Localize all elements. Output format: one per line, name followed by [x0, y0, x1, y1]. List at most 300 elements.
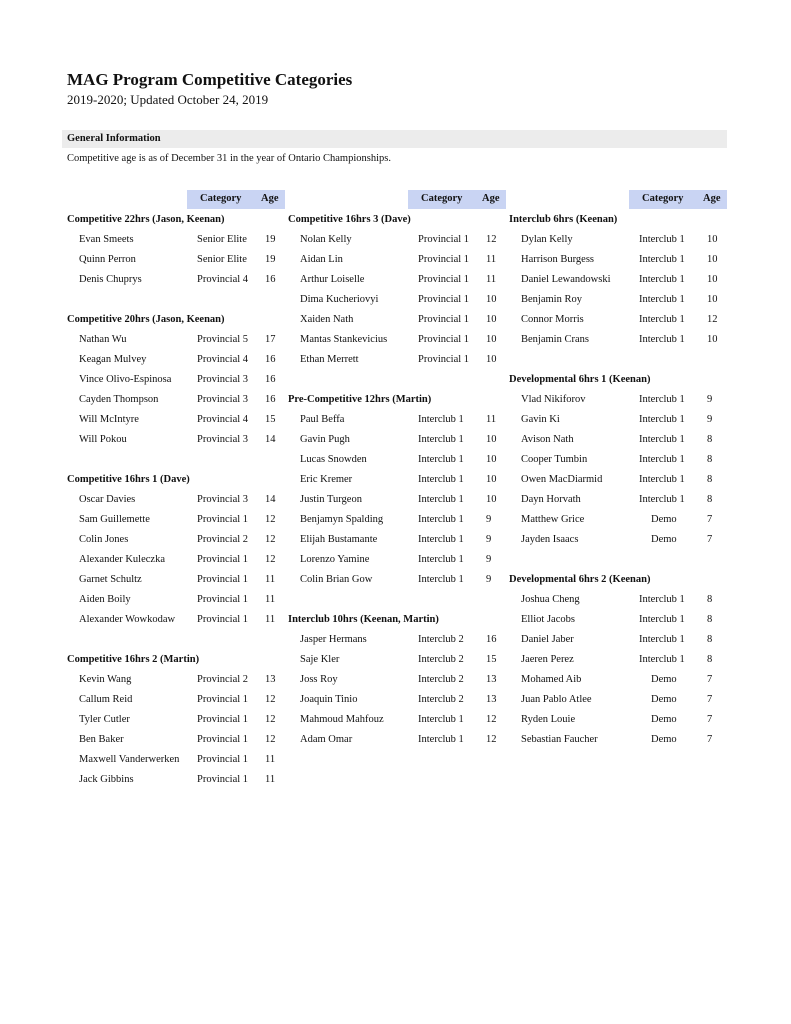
athlete-age: 9 [486, 534, 492, 545]
athlete-category: Interclub 1 [418, 554, 464, 565]
athlete-age: 10 [707, 334, 718, 345]
athlete-name: Dayn Horvath [521, 494, 581, 505]
athlete-category: Provincial 1 [418, 254, 470, 265]
athlete-age: 10 [486, 494, 497, 505]
athlete-category: Provincial 1 [197, 694, 249, 705]
athlete-category: Senior Elite [197, 234, 247, 245]
athlete-row [67, 692, 291, 712]
athlete-category: Interclub 2 [418, 694, 464, 705]
athlete-age: 10 [486, 354, 497, 365]
athlete-category: Interclub 1 [418, 454, 464, 465]
athlete-row [67, 412, 291, 432]
athlete-name: Xaiden Nath [300, 314, 354, 325]
athlete-age: 12 [486, 734, 497, 745]
training-group [67, 212, 291, 292]
athlete-row [288, 652, 512, 672]
athlete-name: Joaquin Tinio [300, 694, 358, 705]
athlete-name: Cooper Tumbin [521, 454, 588, 465]
athlete-name: Sebastian Faucher [521, 734, 598, 745]
group-title: Competitive 16hrs 3 (Dave) [288, 214, 411, 225]
athlete-category: Demo [651, 514, 677, 525]
athlete-category: Interclub 1 [418, 474, 464, 485]
athlete-category: Provincial 1 [197, 714, 249, 725]
athlete-row [509, 732, 733, 752]
athlete-category: Provincial 3 [197, 494, 249, 505]
category-header: Category [421, 193, 463, 204]
athlete-row [288, 252, 512, 272]
athlete-age: 10 [486, 294, 497, 305]
athlete-row [509, 632, 733, 652]
athlete-row [509, 672, 733, 692]
training-group [288, 212, 512, 372]
athlete-age: 10 [486, 454, 497, 465]
athlete-age: 12 [265, 534, 276, 545]
athlete-name: Aidan Lin [300, 254, 343, 265]
athlete-age: 16 [265, 374, 276, 385]
athlete-name: Quinn Perron [79, 254, 136, 265]
group-title: Pre-Competitive 12hrs (Martin) [288, 394, 432, 405]
athlete-category: Interclub 2 [418, 674, 464, 685]
athlete-row [288, 712, 512, 732]
athlete-age: 11 [265, 574, 276, 585]
athlete-category: Demo [651, 534, 677, 545]
athlete-name: Nathan Wu [79, 334, 127, 345]
athlete-name: Kevin Wang [79, 674, 132, 685]
athlete-name: Vlad Nikiforov [521, 394, 586, 405]
athlete-row [509, 472, 733, 492]
athlete-name: Colin Brian Gow [300, 574, 373, 585]
athlete-age: 11 [265, 774, 276, 785]
athlete-age: 10 [707, 234, 718, 245]
athlete-row [509, 512, 733, 532]
athlete-row [509, 332, 733, 352]
athlete-age: 17 [265, 334, 276, 345]
athlete-row [288, 432, 512, 452]
athlete-row [509, 452, 733, 472]
athlete-name: Callum Reid [79, 694, 133, 705]
athlete-category: Interclub 1 [418, 494, 464, 505]
athlete-row [509, 532, 733, 552]
athlete-name: Evan Smeets [79, 234, 134, 245]
athlete-row [67, 572, 291, 592]
athlete-row [67, 752, 291, 772]
athlete-age: 9 [707, 394, 713, 405]
athlete-age: 9 [486, 554, 492, 565]
athlete-row [67, 272, 291, 292]
athlete-row [67, 232, 291, 252]
athlete-age: 19 [265, 254, 276, 265]
athlete-category: Interclub 1 [639, 634, 685, 645]
athlete-age: 8 [707, 594, 713, 605]
athlete-name: Justin Turgeon [300, 494, 362, 505]
athlete-row [67, 432, 291, 452]
athlete-name: Ethan Merrett [300, 354, 359, 365]
athlete-row [67, 772, 291, 792]
athlete-category: Interclub 1 [418, 414, 464, 425]
athlete-row [288, 312, 512, 332]
athlete-name: Benjamin Crans [521, 334, 589, 345]
athlete-category: Provincial 1 [197, 614, 249, 625]
athlete-row [67, 252, 291, 272]
athlete-name: Matthew Grice [521, 514, 585, 525]
athlete-name: Owen MacDiarmid [521, 474, 603, 485]
athlete-row [67, 352, 291, 372]
athlete-age: 10 [486, 334, 497, 345]
athlete-age: 8 [707, 474, 713, 485]
athlete-name: Gavin Ki [521, 414, 560, 425]
athlete-age: 12 [265, 734, 276, 745]
athlete-row [509, 272, 733, 292]
athlete-name: Harrison Burgess [521, 254, 595, 265]
athlete-age: 7 [707, 734, 713, 745]
athlete-age: 10 [486, 314, 497, 325]
training-group [67, 312, 291, 452]
general-info-text: Competitive age is as of December 31 in the year of Ontario Championships. [67, 153, 391, 164]
athlete-age: 11 [486, 414, 497, 425]
athlete-name: Garnet Schultz [79, 574, 142, 585]
athlete-name: Daniel Jaber [521, 634, 574, 645]
athlete-category: Interclub 1 [639, 474, 685, 485]
athlete-category: Provincial 4 [197, 354, 249, 365]
athlete-age: 10 [707, 294, 718, 305]
training-group [67, 652, 291, 792]
group-title: Developmental 6hrs 2 (Keenan) [509, 574, 651, 585]
athlete-row [67, 532, 291, 552]
athlete-row [67, 672, 291, 692]
athlete-row [67, 712, 291, 732]
athlete-category: Interclub 1 [418, 714, 464, 725]
athlete-category: Demo [651, 694, 677, 705]
athlete-age: 11 [486, 254, 497, 265]
athlete-category: Provincial 3 [197, 374, 249, 385]
athlete-age: 8 [707, 434, 713, 445]
training-group [67, 472, 291, 632]
athlete-category: Provincial 5 [197, 334, 249, 345]
category-header: Category [642, 193, 684, 204]
category-header: Category [200, 193, 242, 204]
athlete-name: Nolan Kelly [300, 234, 352, 245]
group-title: Competitive 16hrs 2 (Martin) [67, 654, 200, 665]
athlete-row [67, 552, 291, 572]
athlete-row [509, 252, 733, 272]
athlete-name: Gavin Pugh [300, 434, 350, 445]
athlete-category: Interclub 1 [639, 314, 685, 325]
athlete-category: Provincial 4 [197, 274, 249, 285]
athlete-name: Ben Baker [79, 734, 124, 745]
athlete-row [67, 492, 291, 512]
athlete-name: Maxwell Vanderwerken [79, 754, 180, 765]
athlete-category: Provincial 1 [418, 314, 470, 325]
age-header: Age [703, 193, 721, 204]
athlete-age: 10 [707, 254, 718, 265]
general-info-heading: General Information [62, 130, 727, 148]
athlete-age: 16 [265, 274, 276, 285]
athlete-age: 19 [265, 234, 276, 245]
athlete-age: 8 [707, 454, 713, 465]
athlete-category: Provincial 1 [418, 354, 470, 365]
athlete-age: 7 [707, 714, 713, 725]
athlete-name: Elliot Jacobs [521, 614, 575, 625]
athlete-name: Arthur Loiselle [300, 274, 365, 285]
athlete-age: 16 [486, 634, 497, 645]
athlete-row [288, 692, 512, 712]
athlete-row [288, 672, 512, 692]
athlete-row [509, 652, 733, 672]
athlete-category: Interclub 2 [418, 654, 464, 665]
athlete-age: 10 [486, 434, 497, 445]
athlete-category: Interclub 1 [639, 294, 685, 305]
roster-column-1 [67, 190, 291, 812]
athlete-row [509, 692, 733, 712]
athlete-row [509, 712, 733, 732]
athlete-category: Provincial 3 [197, 394, 249, 405]
athlete-row [67, 372, 291, 392]
athlete-name: Cayden Thompson [79, 394, 159, 405]
athlete-category: Provincial 1 [197, 594, 249, 605]
athlete-name: Ryden Louie [521, 714, 576, 725]
athlete-age: 12 [265, 514, 276, 525]
athlete-age: 14 [265, 434, 276, 445]
athlete-row [288, 512, 512, 532]
training-group [288, 612, 512, 752]
athlete-name: Daniel Lewandowski [521, 274, 611, 285]
athlete-row [288, 232, 512, 252]
group-title: Competitive 20hrs (Jason, Keenan) [67, 314, 225, 325]
athlete-age: 10 [486, 474, 497, 485]
training-group [509, 212, 733, 352]
athlete-row [509, 412, 733, 432]
athlete-category: Interclub 1 [639, 614, 685, 625]
athlete-age: 11 [486, 274, 497, 285]
athlete-row [288, 572, 512, 592]
athlete-category: Provincial 4 [197, 414, 249, 425]
athlete-name: Colin Jones [79, 534, 129, 545]
athlete-name: Oscar Davies [79, 494, 136, 505]
athlete-category: Interclub 1 [639, 414, 685, 425]
athlete-row [288, 472, 512, 492]
athlete-name: Lucas Snowden [300, 454, 367, 465]
athlete-name: Joss Roy [300, 674, 338, 685]
athlete-name: Jaeren Perez [521, 654, 574, 665]
athlete-name: Dima Kucheriovyi [300, 294, 379, 305]
column-header [509, 190, 733, 209]
athlete-age: 12 [265, 714, 276, 725]
athlete-name: Tyler Cutler [79, 714, 130, 725]
athlete-category: Interclub 2 [418, 634, 464, 645]
athlete-age: 11 [265, 754, 276, 765]
athlete-age: 12 [707, 314, 718, 325]
athlete-age: 15 [486, 654, 497, 665]
athlete-category: Interclub 1 [639, 394, 685, 405]
athlete-name: Alexander Wowkodaw [79, 614, 176, 625]
training-group [509, 572, 733, 752]
athlete-name: Sam Guillemette [79, 514, 150, 525]
athlete-category: Interclub 1 [418, 434, 464, 445]
training-group [288, 392, 512, 592]
column-header [288, 190, 512, 209]
athlete-row [288, 732, 512, 752]
athlete-age: 8 [707, 494, 713, 505]
athlete-row [67, 392, 291, 412]
athlete-age: 8 [707, 634, 713, 645]
group-title: Developmental 6hrs 1 (Keenan) [509, 374, 651, 385]
athlete-row [288, 292, 512, 312]
athlete-name: Denis Chuprys [79, 274, 142, 285]
athlete-name: Mohamed Aib [521, 674, 582, 685]
group-title: Competitive 16hrs 1 (Dave) [67, 474, 190, 485]
athlete-name: Mahmoud Mahfouz [300, 714, 384, 725]
athlete-name: Alexander Kuleczka [79, 554, 165, 565]
athlete-row [67, 612, 291, 632]
athlete-category: Interclub 1 [418, 574, 464, 585]
athlete-name: Paul Beffa [300, 414, 345, 425]
athlete-category: Provincial 1 [418, 234, 470, 245]
athlete-name: Jasper Hermans [300, 634, 367, 645]
athlete-category: Provincial 1 [197, 574, 249, 585]
athlete-name: Aiden Boily [79, 594, 131, 605]
roster-column-2 [288, 190, 512, 772]
athlete-age: 12 [486, 234, 497, 245]
athlete-category: Provincial 2 [197, 534, 249, 545]
athlete-category: Interclub 1 [639, 274, 685, 285]
athlete-category: Interclub 1 [639, 454, 685, 465]
athlete-row [288, 632, 512, 652]
athlete-name: Keagan Mulvey [79, 354, 147, 365]
athlete-row [509, 432, 733, 452]
athlete-row [509, 292, 733, 312]
column-header [67, 190, 291, 209]
age-header: Age [261, 193, 279, 204]
athlete-age: 13 [265, 674, 276, 685]
athlete-row [288, 352, 512, 372]
athlete-row [509, 492, 733, 512]
athlete-category: Interclub 1 [639, 254, 685, 265]
athlete-age: 8 [707, 654, 713, 665]
athlete-name: Vince Olivo-Espinosa [79, 374, 172, 385]
athlete-age: 11 [265, 614, 276, 625]
athlete-name: Connor Morris [521, 314, 584, 325]
athlete-row [509, 592, 733, 612]
athlete-age: 7 [707, 514, 713, 525]
athlete-age: 7 [707, 694, 713, 705]
group-title: Interclub 10hrs (Keenan, Martin) [288, 614, 439, 625]
athlete-name: Jack Gibbins [79, 774, 134, 785]
athlete-row [509, 312, 733, 332]
athlete-row [288, 412, 512, 432]
athlete-row [288, 332, 512, 352]
athlete-name: Juan Pablo Atlee [521, 694, 592, 705]
athlete-age: 7 [707, 674, 713, 685]
athlete-category: Interclub 1 [418, 514, 464, 525]
athlete-category: Interclub 1 [418, 534, 464, 545]
athlete-name: Lorenzo Yamine [300, 554, 370, 565]
athlete-row [288, 532, 512, 552]
athlete-category: Provincial 2 [197, 674, 249, 685]
athlete-row [67, 332, 291, 352]
page-subtitle: 2019-2020; Updated October 24, 2019 [67, 92, 269, 107]
athlete-category: Interclub 1 [639, 594, 685, 605]
athlete-row [288, 552, 512, 572]
athlete-name: Benjamyn Spalding [300, 514, 384, 525]
group-title: Interclub 6hrs (Keenan) [509, 214, 618, 225]
athlete-category: Interclub 1 [639, 654, 685, 665]
athlete-row [288, 272, 512, 292]
athlete-category: Interclub 1 [418, 734, 464, 745]
athlete-category: Demo [651, 734, 677, 745]
page-title: MAG Program Competitive Categories [67, 70, 353, 89]
athlete-age: 16 [265, 354, 276, 365]
group-title: Competitive 22hrs (Jason, Keenan) [67, 214, 225, 225]
athlete-category: Provincial 1 [418, 294, 470, 305]
athlete-age: 9 [486, 574, 492, 585]
athlete-age: 16 [265, 394, 276, 405]
athlete-category: Provincial 1 [197, 554, 249, 565]
athlete-category: Provincial 1 [197, 774, 249, 785]
athlete-name: Will McIntyre [79, 414, 139, 425]
athlete-row [288, 452, 512, 472]
athlete-category: Provincial 1 [418, 334, 470, 345]
athlete-category: Provincial 1 [197, 514, 249, 525]
athlete-age: 14 [265, 494, 276, 505]
athlete-age: 13 [486, 694, 497, 705]
athlete-name: Saje Kler [300, 654, 340, 665]
athlete-age: 12 [265, 694, 276, 705]
athlete-category: Interclub 1 [639, 234, 685, 245]
athlete-category: Senior Elite [197, 254, 247, 265]
roster-column-3 [509, 190, 733, 772]
athlete-category: Demo [651, 714, 677, 725]
athlete-row [67, 732, 291, 752]
athlete-row [509, 232, 733, 252]
athlete-name: Dylan Kelly [521, 234, 573, 245]
athlete-name: Will Pokou [79, 434, 127, 445]
athlete-category: Provincial 3 [197, 434, 249, 445]
athlete-age: 13 [486, 674, 497, 685]
athlete-name: Mantas Stankevicius [300, 334, 388, 345]
athlete-name: Avison Nath [521, 434, 574, 445]
athlete-category: Interclub 1 [639, 334, 685, 345]
athlete-age: 12 [265, 554, 276, 565]
athlete-category: Interclub 1 [639, 494, 685, 505]
athlete-category: Provincial 1 [197, 734, 249, 745]
athlete-age: 12 [486, 714, 497, 725]
age-header: Age [482, 193, 500, 204]
athlete-name: Eric Kremer [300, 474, 353, 485]
athlete-age: 11 [265, 594, 276, 605]
athlete-row [509, 612, 733, 632]
athlete-name: Joshua Cheng [521, 594, 580, 605]
athlete-category: Interclub 1 [639, 434, 685, 445]
athlete-age: 10 [707, 274, 718, 285]
training-group [509, 372, 733, 552]
athlete-row [509, 392, 733, 412]
athlete-age: 9 [707, 414, 713, 425]
athlete-age: 7 [707, 534, 713, 545]
athlete-row [67, 512, 291, 532]
athlete-category: Demo [651, 674, 677, 685]
athlete-row [288, 492, 512, 512]
athlete-name: Benjamin Roy [521, 294, 582, 305]
athlete-age: 9 [486, 514, 492, 525]
athlete-name: Elijah Bustamante [300, 534, 378, 545]
athlete-row [67, 592, 291, 612]
athlete-category: Provincial 1 [418, 274, 470, 285]
athlete-name: Adam Omar [300, 734, 353, 745]
athlete-age: 15 [265, 414, 276, 425]
athlete-age: 8 [707, 614, 713, 625]
athlete-name: Jayden Isaacs [521, 534, 579, 545]
athlete-category: Provincial 1 [197, 754, 249, 765]
